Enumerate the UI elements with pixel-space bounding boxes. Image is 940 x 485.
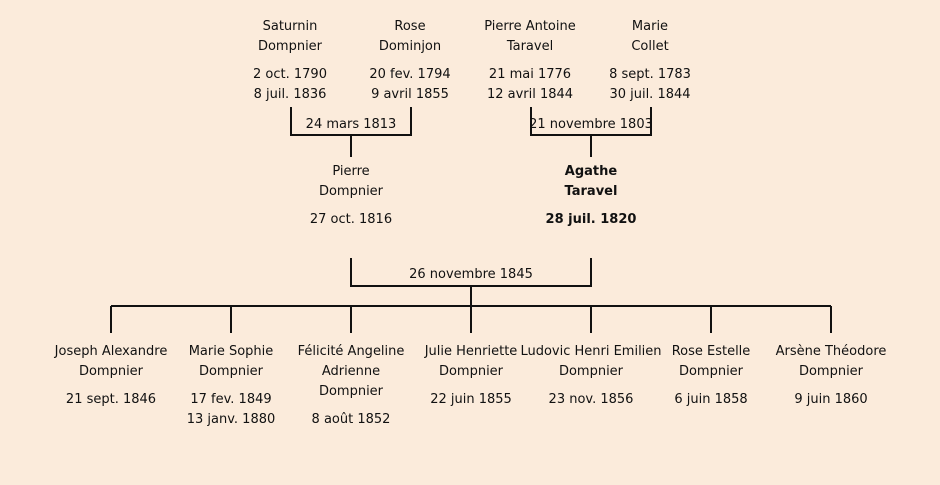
person-pierre-dompnier (271, 162, 431, 230)
person-first-name: Agathe (564, 164, 618, 179)
marriage-date-dompnier-taravel: 26 novembre 1845 (409, 267, 533, 282)
person-last-name: Dompnier (78, 364, 144, 379)
person-last-name: Collet (631, 39, 669, 54)
person-last-name: Dompnier (798, 364, 864, 379)
child-arsene-theodore (751, 342, 911, 410)
person-first-name: Félicité Angeline Adrienne (297, 344, 405, 379)
person-birth-date: 21 sept. 1846 (65, 392, 157, 407)
person-marie-collet (570, 17, 730, 105)
person-first-name: Saturnin (262, 19, 318, 34)
marriage-date-dompnier-dominjon: 24 mars 1813 (305, 117, 397, 132)
person-birth-date: 27 oct. 1816 (309, 212, 393, 227)
person-birth-date: 9 juin 1860 (794, 392, 868, 407)
person-birth-date: 21 mai 1776 (488, 67, 572, 82)
person-birth-date: 2 oct. 1790 (253, 67, 327, 82)
person-last-name: Dompnier (438, 364, 504, 379)
person-last-name: Dominjon (378, 39, 442, 54)
person-first-name: Ludovic Henri Emilien (520, 344, 662, 359)
person-birth-date: 8 août 1852 (311, 412, 391, 427)
person-birth-date: 28 juil. 1820 (545, 212, 637, 227)
person-first-name: Julie Henriette (424, 344, 518, 359)
person-last-name: Dompnier (678, 364, 744, 379)
person-first-name: Pierre Antoine (484, 19, 576, 34)
person-last-name: Dompnier (558, 364, 624, 379)
person-death-date: 8 juil. 1836 (253, 87, 327, 102)
marriage-date-taravel-collet: 21 novembre 1803 (529, 117, 653, 132)
person-last-name: Dompnier (257, 39, 323, 54)
person-death-date: 13 janv. 1880 (186, 412, 276, 427)
person-birth-date: 8 sept. 1783 (609, 67, 691, 82)
person-birth-date: 6 juin 1858 (674, 392, 748, 407)
person-first-name: Marie (631, 19, 669, 34)
person-death-date: 30 juil. 1844 (609, 87, 691, 102)
person-agathe-taravel (511, 162, 671, 230)
person-birth-date: 20 fev. 1794 (369, 67, 451, 82)
person-last-name: Dompnier (318, 184, 384, 199)
person-birth-date: 23 nov. 1856 (548, 392, 634, 407)
person-last-name: Dompnier (198, 364, 264, 379)
person-death-date: 9 avril 1855 (371, 87, 449, 102)
person-first-name: Joseph Alexandre (54, 344, 168, 359)
person-last-name: Taravel (564, 184, 618, 199)
person-first-name: Arsène Théodore (775, 344, 887, 359)
person-last-name: Dompnier (318, 384, 384, 399)
person-first-name: Marie Sophie (188, 344, 274, 359)
person-birth-date: 17 fev. 1849 (190, 392, 272, 407)
person-birth-date: 22 juin 1855 (430, 392, 512, 407)
person-first-name: Pierre (332, 164, 370, 179)
person-first-name: Rose (394, 19, 426, 34)
person-death-date: 12 avril 1844 (486, 87, 574, 102)
person-first-name: Rose Estelle (671, 344, 751, 359)
person-last-name: Taravel (506, 39, 554, 54)
